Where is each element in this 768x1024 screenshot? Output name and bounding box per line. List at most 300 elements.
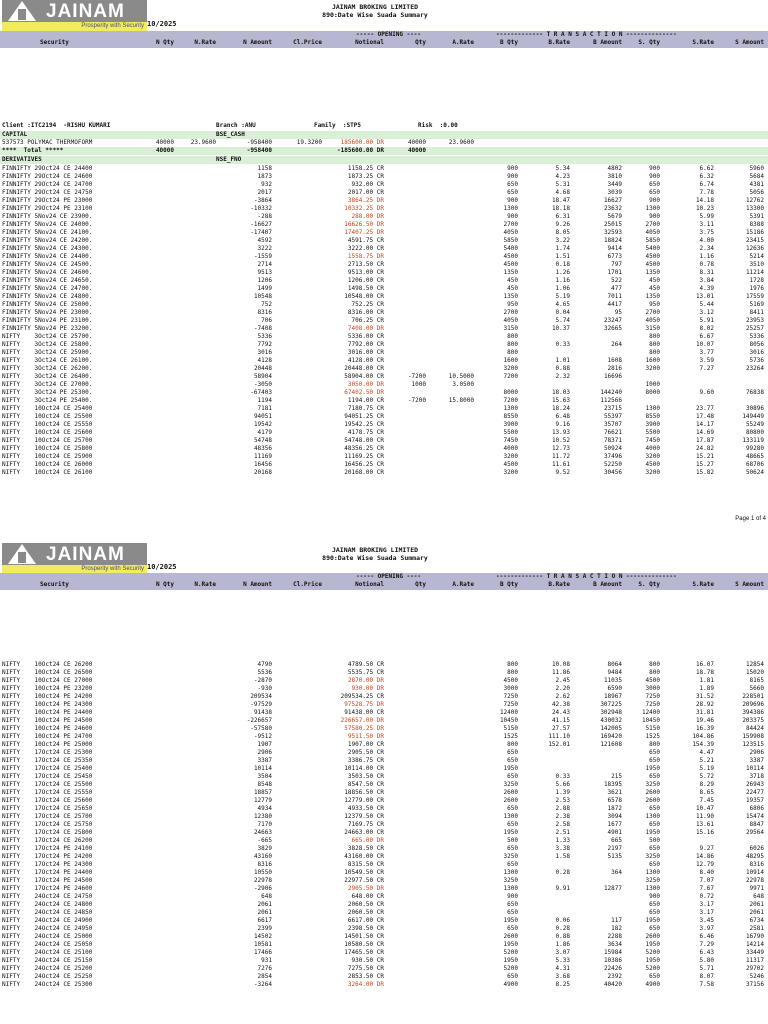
b-amount-cell: 5135 <box>607 853 622 860</box>
b-rate-cell: 2.88 <box>555 805 570 812</box>
table-row <box>0 725 768 733</box>
s-qty-cell: 3200 <box>645 469 660 476</box>
notional-cell: 94051.25 CR <box>344 413 384 420</box>
security-cell: FINNIFTY 5Nov24 CE 24700. <box>2 285 93 292</box>
notional-cell: 20168.00 CR <box>344 469 384 476</box>
n-amount-cell: 10550 <box>253 869 272 876</box>
b-qty-cell: 900 <box>507 173 518 180</box>
s-qty-cell: 1300 <box>645 813 660 820</box>
opening-group-label: ----- OPENING ---- <box>356 31 422 38</box>
b-qty-cell: 650 <box>507 901 518 908</box>
s-amount-cell: 5056 <box>749 189 764 196</box>
s-rate-cell: 10.23 <box>695 205 714 212</box>
b-amount-cell: 78371 <box>603 437 622 444</box>
s-qty-cell: 4500 <box>645 461 660 468</box>
b-amount-cell: 1701 <box>607 269 622 276</box>
b-qty-cell: 800 <box>507 669 518 676</box>
s-amount-cell: 10114 <box>745 765 764 772</box>
s-qty-cell: 1950 <box>645 917 660 924</box>
s-rate-cell: 6.46 <box>699 933 714 940</box>
table-row <box>0 453 768 461</box>
s-qty-cell: 5150 <box>645 725 660 732</box>
n-amount-cell: 2061 <box>257 909 272 916</box>
b-qty-cell: 4900 <box>503 981 518 988</box>
notional-cell: 17465.50 CR <box>344 949 384 956</box>
s-rate-cell: 8.02 <box>699 325 714 332</box>
n-amount-cell: -10332 <box>250 205 272 212</box>
security-cell: NIFTY 10Oct24 PE 24600 <box>2 725 93 732</box>
security-cell: NIFTY 3Oct24 PE 25300. <box>2 389 93 396</box>
b-amount-cell: 264 <box>611 341 622 348</box>
s-rate-cell: 13.01 <box>695 293 714 300</box>
col-n-amount: N Amount <box>243 39 272 46</box>
b-rate-cell: 1.06 <box>555 285 570 292</box>
b-qty-cell: 1300 <box>503 813 518 820</box>
notional-cell: 1158.25 CR <box>347 165 384 172</box>
derivatives-label: DERIVATIVES <box>2 156 42 163</box>
s-amount-cell: 6734 <box>749 917 764 924</box>
s-rate-cell: 3.17 <box>699 901 714 908</box>
notional-cell: 706.25 CR <box>351 317 384 324</box>
s-qty-cell: 500 <box>649 837 660 844</box>
s-rate-cell: 5.19 <box>699 765 714 772</box>
n-amount-cell: 4128 <box>257 357 272 364</box>
b-rate-cell: 11.86 <box>551 669 570 676</box>
b-amount-cell: 10386 <box>603 957 622 964</box>
security-cell: NIFTY 3Oct24 CE 25700. <box>2 333 93 340</box>
b-amount-cell: 18395 <box>603 781 622 788</box>
logo-tagline: Prosperity with Security <box>2 565 147 574</box>
n-amount-cell: 58904 <box>253 373 272 380</box>
notional-cell: 2060.50 CR <box>347 901 384 908</box>
b-amount-cell: 4802 <box>607 165 622 172</box>
col-cl-price: Cl.Price <box>293 581 322 588</box>
b-qty-cell: 800 <box>507 333 518 340</box>
table-row <box>0 173 768 181</box>
s-rate-cell: 6.62 <box>699 165 714 172</box>
s-qty-cell: 2700 <box>645 221 660 228</box>
transaction-group-label: ------------- T R A N S A C T I O N -------------- <box>496 31 677 38</box>
s-amount-cell: 48295 <box>745 853 764 860</box>
s-amount-cell: 3718 <box>749 773 764 780</box>
b-qty-cell: 650 <box>507 909 518 916</box>
n-amount-cell: -97529 <box>250 701 272 708</box>
logo-tagline: Prosperity with Security <box>2 22 147 31</box>
b-amount-cell: 15984 <box>603 949 622 956</box>
security-cell: NIFTY 24Oct24 CE 24900 <box>2 917 93 924</box>
notional-cell: 4789.50 CR <box>347 661 384 668</box>
b-rate-cell: 4.31 <box>555 965 570 972</box>
s-qty-cell: 650 <box>649 189 660 196</box>
s-qty-cell: 2600 <box>645 789 660 796</box>
s-amount-cell: 209696 <box>742 701 764 708</box>
s-amount-cell: 8411 <box>749 309 764 316</box>
s-qty-cell: 800 <box>649 341 660 348</box>
b-rate-cell: 3.68 <box>555 973 570 980</box>
notional-cell: 3222.00 CR <box>347 245 384 252</box>
notional-cell: 3386.75 CR <box>347 757 384 764</box>
col-cl-price: Cl.Price <box>293 39 322 46</box>
b-amount-cell: 1608 <box>607 357 622 364</box>
n-amount-cell: 3387 <box>257 757 272 764</box>
s-rate-cell: 3.45 <box>699 917 714 924</box>
s-amount-cell: 13300 <box>745 205 764 212</box>
b-amount-cell: 4901 <box>607 829 622 836</box>
table-row <box>0 293 768 301</box>
notional-cell: 7408.00 DR <box>347 325 384 332</box>
n-amount-cell: 2714 <box>257 261 272 268</box>
notional-cell: 7792.00 CR <box>347 341 384 348</box>
table-row <box>0 341 768 349</box>
b-rate-cell: 6.48 <box>555 413 570 420</box>
security-cell: NIFTY 17Oct24 PE 24500 <box>2 877 93 884</box>
s-rate-cell: 15.16 <box>695 829 714 836</box>
b-qty-cell: 8000 <box>503 389 518 396</box>
notional-cell: 19542.25 CR <box>344 421 384 428</box>
n-amount-cell: 19542 <box>253 421 272 428</box>
n-amount-cell: 1907 <box>257 741 272 748</box>
b-qty-cell: 5850 <box>503 237 518 244</box>
notional-cell: 3016.00 CR <box>347 349 384 356</box>
opening-group-label: ----- OPENING ---- <box>356 573 422 580</box>
s-rate-cell: 16.39 <box>695 725 714 732</box>
table-row <box>0 165 768 173</box>
notional-cell: 2905.50 CR <box>347 749 384 756</box>
s-rate-cell: 3.12 <box>699 309 714 316</box>
s-qty-cell: 650 <box>649 925 660 932</box>
table-row <box>0 237 768 245</box>
n-amount-cell: 10548 <box>253 293 272 300</box>
security-cell: NIFTY 17Oct24 CE 25700 <box>2 813 93 820</box>
security-cell: NIFTY 17Oct24 CE 25500 <box>2 781 93 788</box>
s-qty-cell: 900 <box>649 213 660 220</box>
n-amount-cell: -930 <box>257 685 272 692</box>
s-amount-cell: 48665 <box>745 453 764 460</box>
s-qty-cell: 3150 <box>645 325 660 332</box>
s-qty-cell: 8550 <box>645 413 660 420</box>
security-cell: NIFTY 17Oct24 CE 25800 <box>2 829 93 836</box>
table-row <box>0 733 768 741</box>
security-cell: FINNIFTY 5Nov24 PE 23100. <box>2 317 93 324</box>
col-b-amount: B Amount <box>593 39 622 46</box>
b-qty-cell: 650 <box>507 773 518 780</box>
b-amount-cell: 8064 <box>607 661 622 668</box>
s-amount-cell: 5960 <box>749 165 764 172</box>
s-rate-cell: 18.78 <box>695 669 714 676</box>
table-row <box>0 661 768 669</box>
b-rate-cell: 2.20 <box>555 685 570 692</box>
b-amount-cell: 121608 <box>600 741 622 748</box>
s-qty-cell: 7250 <box>645 693 660 700</box>
s-qty-cell: 950 <box>649 301 660 308</box>
s-rate-cell: 6.43 <box>699 949 714 956</box>
b-amount-cell: 25015 <box>603 221 622 228</box>
s-qty-cell: 650 <box>649 757 660 764</box>
b-amount-cell: 1677 <box>607 821 622 828</box>
n-amount-cell: -2906 <box>253 885 272 892</box>
security-cell: FINNIFTY 29Oct24 CE 24400 <box>2 165 93 172</box>
table-row <box>0 861 768 869</box>
security-cell: NIFTY 24Oct24 CE 24800 <box>2 901 93 908</box>
table-row <box>0 253 768 261</box>
notional-cell: 2853.50 CR <box>347 973 384 980</box>
s-amount-cell: 228501 <box>742 693 764 700</box>
b-qty-cell: 1950 <box>503 765 518 772</box>
client-id: Client :ITC2194 -RISHU KUMARI <box>2 122 111 129</box>
notional-cell: 5336.00 CR <box>347 333 384 340</box>
security-cell: NIFTY 3Oct24 CE 26400. <box>2 373 93 380</box>
table-row <box>0 181 768 189</box>
n-amount-cell: -16627 <box>250 221 272 228</box>
b-qty-cell: 2600 <box>503 933 518 940</box>
notional-cell: 22977.50 CR <box>344 877 384 884</box>
family: Family :STP5 <box>314 122 361 129</box>
notional-cell: 6617.00 CR <box>347 917 384 924</box>
notional-cell: 1498.50 CR <box>347 285 384 292</box>
security-cell: FINNIFTY 5Nov24 PE 23000. <box>2 309 93 316</box>
s-rate-cell: 13.61 <box>695 821 714 828</box>
notional-cell: 2060.50 CR <box>347 909 384 916</box>
b-amount-cell: 40420 <box>603 981 622 988</box>
table-row <box>0 437 768 445</box>
b-qty-cell: 4000 <box>503 445 518 452</box>
b-rate-cell: 0.06 <box>555 917 570 924</box>
security-cell: NIFTY 17Oct24 PE 24400 <box>2 869 93 876</box>
b-amount-cell: 18967 <box>603 693 622 700</box>
b-qty-cell: 7200 <box>503 373 518 380</box>
security-cell: NIFTY 17Oct24 CE 25750 <box>2 821 93 828</box>
s-rate-cell: 7.45 <box>699 797 714 804</box>
col-n-rate: N.Rate <box>194 581 216 588</box>
b-qty-cell: 4500 <box>503 461 518 468</box>
s-qty-cell: 650 <box>649 901 660 908</box>
s-rate-cell: 5.21 <box>699 757 714 764</box>
a-rate-cell: 10.5000 <box>448 373 474 380</box>
notional-cell: 2398.50 CR <box>347 925 384 932</box>
b-qty-cell: 650 <box>507 821 518 828</box>
s-qty-cell: 650 <box>649 821 660 828</box>
s-amount-cell: 99280 <box>745 445 764 452</box>
b-rate-cell: 2.38 <box>555 813 570 820</box>
b-rate-cell: 4.68 <box>555 189 570 196</box>
col-notional: Notional <box>355 581 384 588</box>
s-amount-cell: 4381 <box>749 181 764 188</box>
derivatives-section <box>0 156 768 164</box>
b-qty-cell: 7450 <box>503 437 518 444</box>
table-row <box>0 845 768 853</box>
b-rate-cell: 11.72 <box>551 453 570 460</box>
s-qty-cell: 650 <box>649 845 660 852</box>
s-amount-cell: 50624 <box>745 469 764 476</box>
table-row <box>0 693 768 701</box>
notional-cell: 648.00 CR <box>351 893 384 900</box>
s-qty-cell: 1350 <box>645 293 660 300</box>
b-qty-cell: 650 <box>507 749 518 756</box>
s-rate-cell: 154.39 <box>692 741 714 748</box>
b-qty-cell: 3000 <box>503 685 518 692</box>
notional-cell: 48356.25 CR <box>344 445 384 452</box>
security-cell: NIFTY 17Oct24 PE 24100 <box>2 845 93 852</box>
notional-cell: 226657.00 DR <box>340 717 384 724</box>
table-row <box>0 773 768 781</box>
b-amount-cell: 16627 <box>603 197 622 204</box>
security-cell: NIFTY 24Oct24 CE 24750 <box>2 893 93 900</box>
b-amount-cell: 3094 <box>607 813 622 820</box>
b-qty-cell: 7250 <box>503 693 518 700</box>
b-qty-cell: 650 <box>507 925 518 932</box>
s-rate-cell: 7.67 <box>699 885 714 892</box>
b-rate-cell: 0.28 <box>555 869 570 876</box>
notional-cell: 1194.00 CR <box>347 397 384 404</box>
b-qty-cell: 7250 <box>503 701 518 708</box>
s-amount-cell: 1976 <box>749 285 764 292</box>
b-amount-cell: 16696 <box>603 373 622 380</box>
col-b-amount: B Amount <box>593 581 622 588</box>
table-row <box>0 245 768 253</box>
notional-cell: 97528.75 DR <box>344 701 384 708</box>
open-qty-cell: 1000 <box>411 381 426 388</box>
s-rate-cell: 8.29 <box>699 781 714 788</box>
n-amount-cell: 1499 <box>257 285 272 292</box>
b-rate-cell: 5.33 <box>555 957 570 964</box>
table-row <box>0 797 768 805</box>
notional-cell: 1206.00 CR <box>347 277 384 284</box>
s-amount-cell: 5214 <box>749 253 764 260</box>
notional-cell: 1558.75 DR <box>347 253 384 260</box>
s-qty-cell: 5200 <box>645 949 660 956</box>
b-qty-cell: 5200 <box>503 949 518 956</box>
b-rate-cell: 1.26 <box>555 269 570 276</box>
b-qty-cell: 650 <box>507 805 518 812</box>
b-qty-cell: 900 <box>507 213 518 220</box>
s-qty-cell: 8000 <box>645 389 660 396</box>
security-cell: NIFTY 17Oct24 CE 25600 <box>2 797 93 804</box>
s-qty-cell: 3250 <box>645 781 660 788</box>
n-amount-cell: 3829 <box>257 845 272 852</box>
s-rate-cell: 1.81 <box>699 677 714 684</box>
table-row <box>0 821 768 829</box>
capital-row: 537573 POLYMAC THERMOFORM 40000 23.9600 -958400 19.3200 185600.00 DR 40000 23.9600 <box>0 139 768 147</box>
s-amount-cell: 8316 <box>749 861 764 868</box>
security-cell: NIFTY 10Oct24 CE 25800 <box>2 445 93 452</box>
b-qty-cell: 5500 <box>503 429 518 436</box>
col-n-qty: N Qty <box>155 39 174 46</box>
b-amount-cell: 37496 <box>603 453 622 460</box>
b-amount-cell: 797 <box>611 261 622 268</box>
b-qty-cell: 2700 <box>503 309 518 316</box>
b-rate-cell: 6.31 <box>555 213 570 220</box>
company-name: JAINAM BROKING LIMITED <box>331 3 419 11</box>
notional-cell: 3264.00 DR <box>347 981 384 988</box>
table-row <box>0 877 768 885</box>
b-rate-cell: 0.33 <box>555 773 570 780</box>
b-rate-cell: 5.19 <box>555 293 570 300</box>
b-qty-cell: 800 <box>507 741 518 748</box>
b-rate-cell: 0.04 <box>555 309 570 316</box>
s-rate-cell: 14.86 <box>695 853 714 860</box>
security-cell: FINNIFTY 5Nov24 CE 24800. <box>2 293 93 300</box>
b-rate-cell: 5.31 <box>555 181 570 188</box>
s-qty-cell: 7450 <box>645 437 660 444</box>
transactions-table-page-1 <box>0 165 768 477</box>
b-amount-cell: 142005 <box>600 725 622 732</box>
security-cell: FINNIFTY 5Nov24 CE 23900. <box>2 213 93 220</box>
security-cell: NIFTY 17Oct24 PE 24600 <box>2 885 93 892</box>
n-amount-cell: 3504 <box>257 773 272 780</box>
b-rate-cell: 9.26 <box>555 221 570 228</box>
b-amount-cell: 1872 <box>607 805 622 812</box>
b-rate-cell: 10.52 <box>551 437 570 444</box>
n-amount-cell: 752 <box>261 301 272 308</box>
s-qty-cell: 4900 <box>645 981 660 988</box>
b-qty-cell: 650 <box>507 189 518 196</box>
b-rate-cell: 9.91 <box>555 885 570 892</box>
security-cell: NIFTY 17Oct24 CE 25450 <box>2 773 93 780</box>
s-qty-cell: 3250 <box>645 853 660 860</box>
s-qty-cell: 1950 <box>645 957 660 964</box>
s-amount-cell: 3016 <box>749 349 764 356</box>
s-qty-cell: 650 <box>649 773 660 780</box>
s-rate-cell: 31.81 <box>695 709 714 716</box>
b-qty-cell: 4050 <box>503 317 518 324</box>
s-rate-cell: 5.91 <box>699 317 714 324</box>
s-rate-cell: 4.00 <box>699 237 714 244</box>
b-qty-cell: 10450 <box>499 717 518 724</box>
report-page-2 <box>0 543 768 1024</box>
b-amount-cell: 22426 <box>603 965 622 972</box>
s-rate-cell: 3.75 <box>699 229 714 236</box>
s-qty-cell: 3900 <box>645 421 660 428</box>
b-rate-cell: 1.86 <box>555 941 570 948</box>
s-amount-cell: 5391 <box>749 213 764 220</box>
b-amount-cell: 3039 <box>607 189 622 196</box>
b-rate-cell: 2.58 <box>555 821 570 828</box>
n-amount-cell: 7170 <box>257 821 272 828</box>
b-amount-cell: 364 <box>611 869 622 876</box>
s-rate-cell: 12.79 <box>695 861 714 868</box>
s-amount-cell: 10914 <box>745 869 764 876</box>
col-s-amount: S Amount <box>735 581 764 588</box>
col-b-rate: B.Rate <box>548 581 570 588</box>
b-qty-cell: 1525 <box>503 733 518 740</box>
b-amount-cell: 430032 <box>600 717 622 724</box>
s-qty-cell: 5500 <box>645 429 660 436</box>
b-amount-cell: 302948 <box>600 709 622 716</box>
notional-cell: 67402.50 DR <box>344 389 384 396</box>
notional-cell: 7275.50 CR <box>347 965 384 972</box>
b-rate-cell: 10.08 <box>551 661 570 668</box>
s-amount-cell: 149449 <box>742 413 764 420</box>
n-amount-cell: 11169 <box>253 453 272 460</box>
col-n-amount: N Amount <box>243 581 272 588</box>
n-amount-cell: 16456 <box>253 461 272 468</box>
s-amount-cell: 5660 <box>749 685 764 692</box>
s-amount-cell: 2061 <box>749 909 764 916</box>
s-rate-cell: 1.16 <box>699 253 714 260</box>
security-cell: NIFTY 10Oct24 CE 26000 <box>2 461 93 468</box>
notional-cell: 932.00 CR <box>351 181 384 188</box>
table-row <box>0 365 768 373</box>
notional-cell: 2905.50 DR <box>347 885 384 892</box>
n-amount-cell: 24663 <box>253 829 272 836</box>
n-amount-cell: 8316 <box>257 861 272 868</box>
b-rate-cell: 1.39 <box>555 789 570 796</box>
notional-cell: 10580.50 CR <box>344 941 384 948</box>
table-row <box>0 221 768 229</box>
security-cell: NIFTY 24Oct24 CE 25050 <box>2 941 93 948</box>
table-row <box>0 349 768 357</box>
b-qty-cell: 650 <box>507 757 518 764</box>
